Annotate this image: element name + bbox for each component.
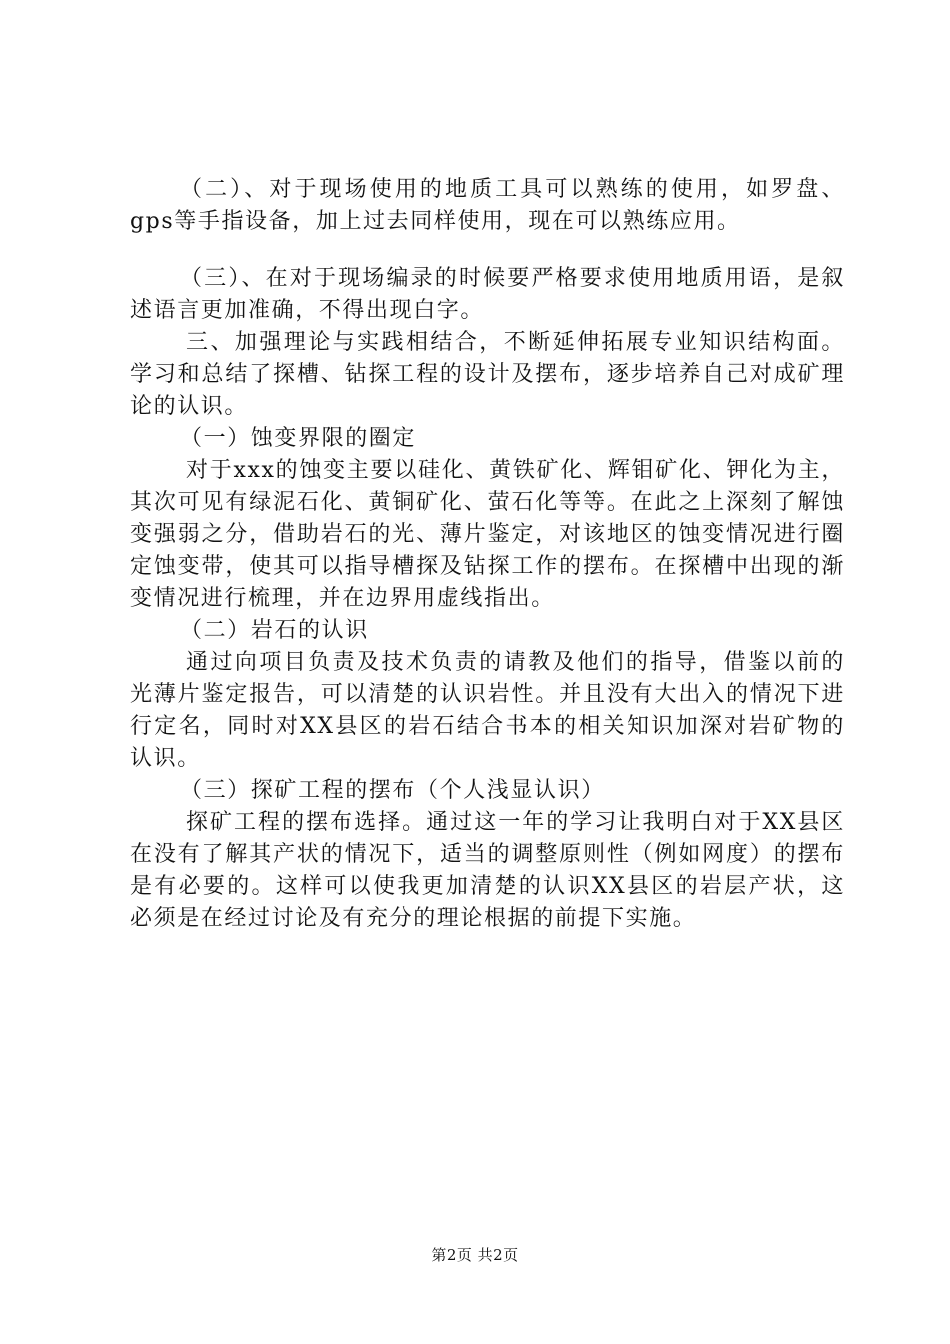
paragraph-exploration-layout: 探矿工程的摆布选择。通过这一年的学习让我明白对于XX县区在没有了解其产状的情况下，适当的调整原则性（例如网度）的摆布是有必要的。这样可以使我更加清楚的认识XX县区的岩层产状，这必须是在经过讨论及有充分的理论根据的前提下实施。 (130, 810, 845, 931)
paragraph-theory-practice: 三、加强理论与实践相结合，不断延伸拓展专业知识结构面。学习和总结了探槽、钻探工程的设计及摆布，逐步培养自己对成矿理论的认识。 (130, 330, 845, 419)
page-number-footer: 第2页 共2页 (431, 1246, 519, 1264)
paragraph-spacer (130, 238, 845, 263)
heading-rock-recognition: （二）岩石的认识 (180, 618, 369, 643)
paragraph-geological-terms: （三）、在对于现场编录的时候要严格要求使用地质用语，是叙述语言更加准确，不得出现白字。 (130, 266, 845, 323)
paragraph-rock-recognition: 通过向项目负责及技术负责的请教及他们的指导，借鉴以前的光薄片鉴定报告，可以清楚的认识岩性。并且没有大出入的情况下进行定名，同时对XX县区的岩石结合书本的相关知识加深对岩矿物的认识。 (130, 650, 845, 771)
heading-alteration-boundary: （一）蚀变界限的圈定 (180, 426, 417, 451)
paragraph-field-tools: （二）、对于现场使用的地质工具可以熟练的使用，如罗盘、gps等手指设备，加上过去同样使用，现在可以熟练应用。 (130, 177, 845, 234)
document-body (130, 174, 845, 935)
paragraph-alteration: 对于xxx的蚀变主要以硅化、黄铁矿化、辉钼矿化、钾化为主，其次可见有绿泥石化、黄铜矿化、萤石化等等。在此之上深刻了解蚀变强弱之分，借助岩石的光、薄片鉴定，对该地区的蚀变情况进行圈定蚀变带，使其可以指导槽探及钻探工作的摆布。在探槽中出现的渐变情况进行梳理，并在边界用虚线指出。 (130, 458, 845, 611)
heading-exploration-layout: （三）探矿工程的摆布（个人浅显认识） (180, 778, 605, 803)
